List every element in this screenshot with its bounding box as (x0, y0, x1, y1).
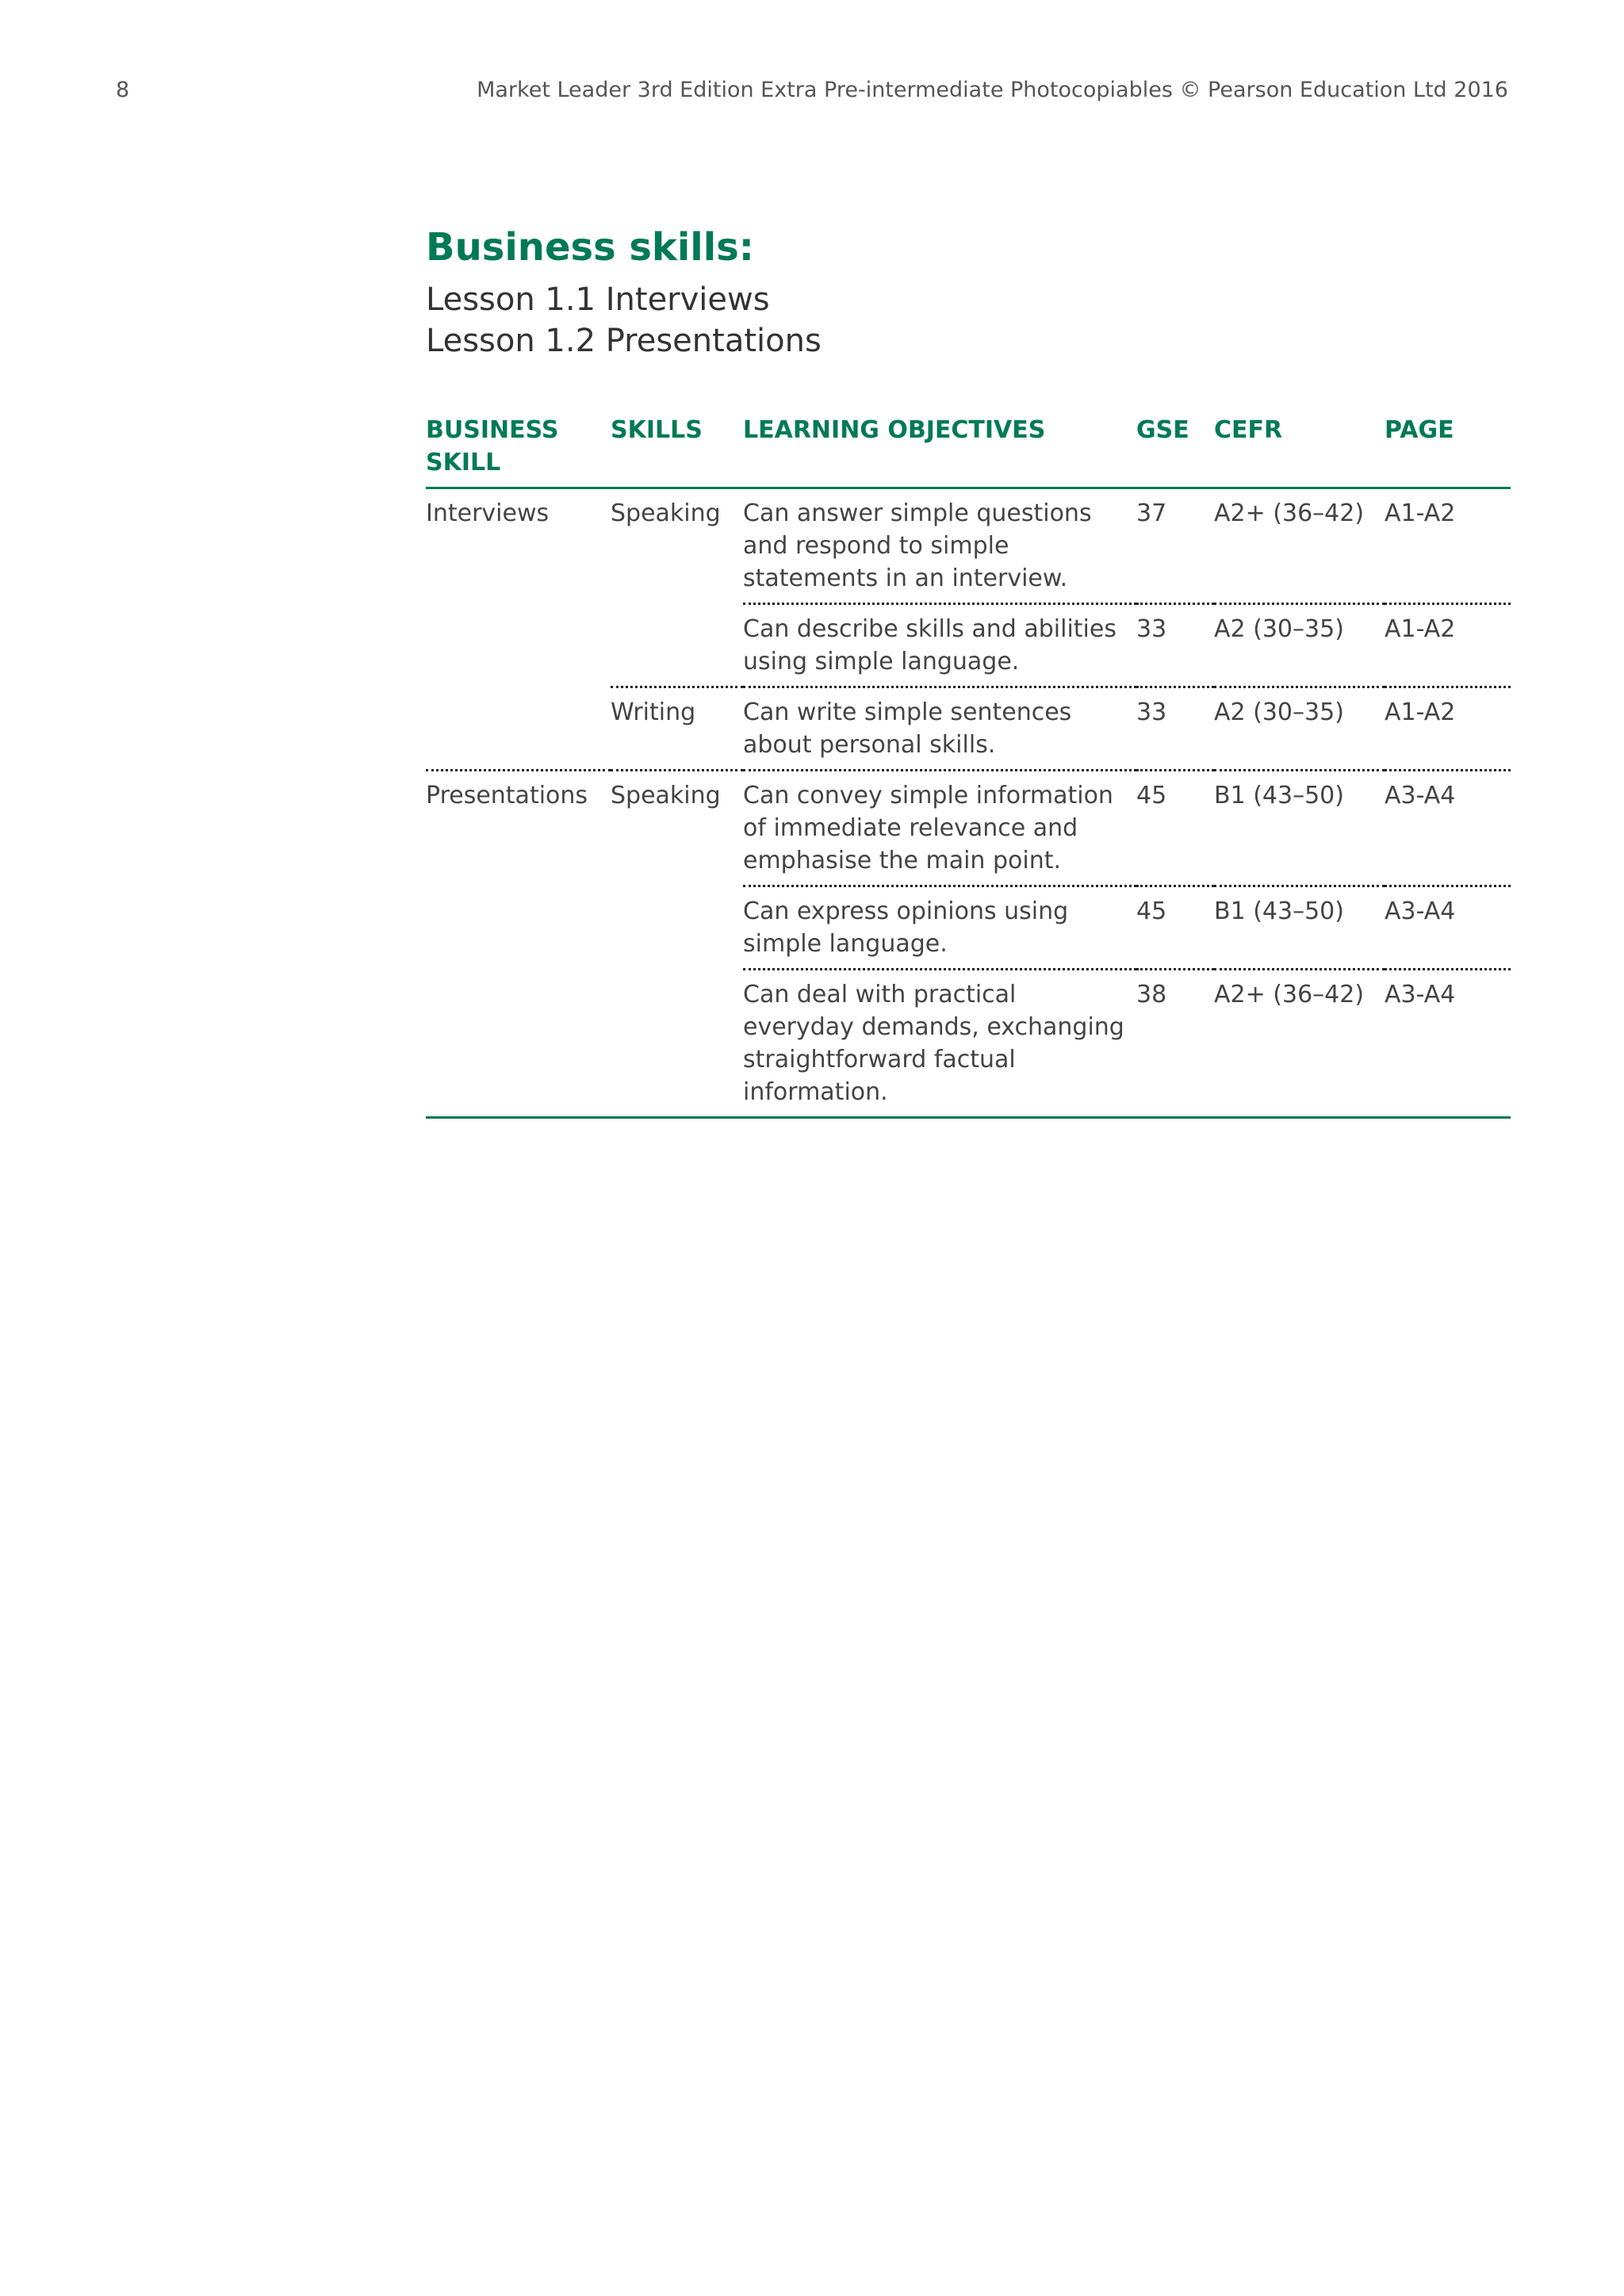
cell-business-skill: Presentations (426, 771, 611, 886)
cell-objective: Can express opinions using simple language. (743, 886, 1136, 970)
cell-objective: Can describe skills and abilities using simple language. (743, 604, 1136, 687)
table-header-row (426, 414, 1511, 488)
cell-objective: Can deal with practical everyday demands, exchanging straightforward factual information. (743, 970, 1136, 1118)
cell-page: A3-A4 (1385, 886, 1511, 970)
cell-cefr: A2+ (36–42) (1214, 970, 1385, 1118)
cell-gse: 45 (1136, 886, 1214, 970)
cell-cefr: A2 (30–35) (1214, 687, 1385, 771)
cell-cefr: B1 (43–50) (1214, 771, 1385, 886)
main-content (426, 222, 1511, 1119)
cell-objective: Can answer simple questions and respond to simple statements in an interview. (743, 499, 1092, 592)
cell-gse: 38 (1136, 970, 1214, 1118)
section-title: Business skills: (426, 225, 754, 270)
lesson-item: Lesson 1.1 Interviews (426, 281, 770, 318)
cell-cefr: A2 (30–35) (1214, 604, 1385, 687)
cell-objective: Can write simple sentences about personal skills. (743, 687, 1136, 771)
header-cefr: CEFR (1214, 414, 1385, 488)
header-business-skill: BUSINESS SKILL (426, 414, 611, 488)
cell-skills (611, 970, 743, 1118)
running-header: Market Leader 3rd Edition Extra Pre-intermediate Photocopiables © Pearson Education Ltd 2016 (477, 78, 1508, 102)
cell-page: A3-A4 (1385, 970, 1511, 1118)
lesson-item: Lesson 1.2 Presentations (426, 323, 822, 359)
cell-business-skill (426, 970, 611, 1118)
cell-objective: Can convey simple information of immediate relevance and emphasise the main point. (743, 771, 1136, 886)
cell-page: A1-A2 (1385, 687, 1511, 771)
header-learning-objectives: LEARNING OBJECTIVES (743, 414, 1136, 488)
cell-cefr: B1 (43–50) (1214, 886, 1385, 970)
cell-gse: 37 (1136, 499, 1167, 527)
cell-skills (611, 604, 743, 687)
table-row (426, 886, 1511, 970)
lesson-list (426, 279, 1511, 362)
header-gse: GSE (1136, 414, 1214, 488)
cell-business-skill (426, 604, 611, 687)
cell-page: A1-A2 (1385, 499, 1456, 527)
table-row (426, 488, 1511, 604)
cell-skills (611, 886, 743, 970)
cell-cefr: A2+ (36–42) (1214, 499, 1365, 527)
table-row (426, 771, 1511, 886)
page-number: 8 (116, 78, 130, 102)
cell-page: A1-A2 (1385, 604, 1511, 687)
cell-skills: Writing (611, 687, 743, 771)
header-skills: SKILLS (611, 414, 743, 488)
cell-business-skill (426, 886, 611, 970)
cell-business-skill: Interviews (426, 499, 550, 527)
objectives-table (426, 414, 1511, 1119)
table-row (426, 970, 1511, 1118)
cell-gse: 45 (1136, 771, 1214, 886)
cell-business-skill (426, 687, 611, 771)
cell-page: A3-A4 (1385, 771, 1511, 886)
header-page: PAGE (1385, 414, 1511, 488)
table-row (426, 687, 1511, 771)
cell-skills: Speaking (611, 771, 743, 886)
cell-gse: 33 (1136, 604, 1214, 687)
cell-gse: 33 (1136, 687, 1214, 771)
cell-skills: Speaking (611, 499, 721, 527)
table-row (426, 604, 1511, 687)
